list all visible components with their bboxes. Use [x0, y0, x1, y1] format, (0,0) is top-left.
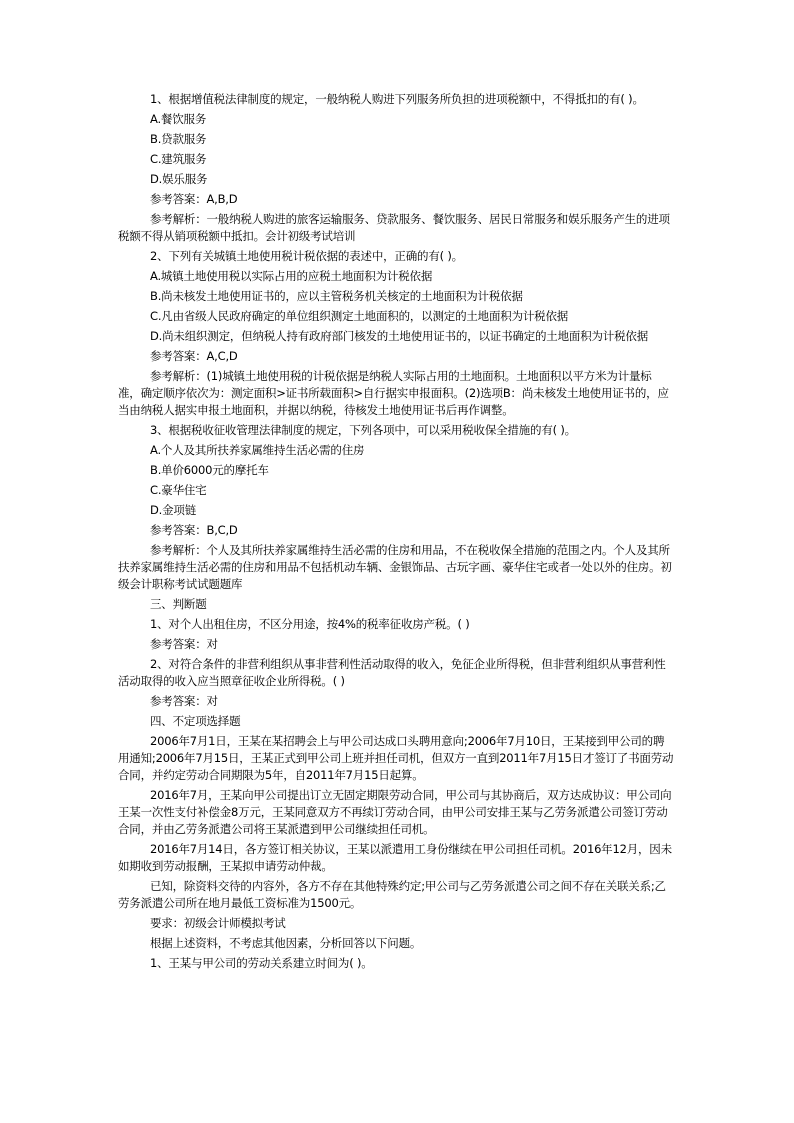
document-body — [118, 91, 674, 975]
option-a: A.餐饮服务 — [150, 112, 207, 126]
explanation: 参考解析：一般纳税人购进的旅客运输服务、贷款服务、餐饮服务、居民日常服务和娱乐服务产生的进项税额不得从销项税额中抵扣。会计初级考试培训 — [118, 212, 670, 243]
answer: 参考答案：对 — [150, 637, 218, 651]
answer: 参考答案：B,C,D — [150, 523, 238, 537]
answer: 参考答案：A,B,D — [150, 192, 238, 206]
option-c: C.建筑服务 — [150, 152, 207, 166]
answer: 参考答案：对 — [150, 694, 218, 708]
section-heading: 三、判断题 — [150, 597, 207, 611]
option-a: A.个人及其所扶养家属维持生活必需的住房 — [150, 443, 365, 457]
explanation: 参考解析：个人及其所扶养家属维持生活必需的住房和用品，不在税收保全措施的范围之内。个人及其所扶养家属维持生活必需的住房和用品不包括机动车辆、金银饰品、古玩字画、豪华住宅或者一处以外的住房。初级会计职称考试试题题库 — [118, 543, 672, 591]
option-b: B.贷款服务 — [150, 132, 207, 146]
judgment-question-2: 2、对符合条件的非营利组织从事非营利性活动取得的收入，免征企业所得税，但非营利组织从事营利性活动取得的收入应当照章征收企业所得税。( ) — [118, 657, 666, 688]
section-heading: 四、不定项选择题 — [150, 714, 241, 728]
option-d: D.尚未组织测定，但纳税人持有政府部门核发的土地使用证书的，以证书确定的土地面积为计税依据 — [150, 329, 649, 343]
option-b: B.单价6000元的摩托车 — [150, 463, 269, 477]
question-2: 2、下列有关城镇土地使用税计税依据的表述中，正确的有( )。 — [150, 249, 463, 263]
judgment-question-1: 1、对个人出租住房，不区分用途，按4%的税率征收房产税。( ) — [150, 617, 470, 631]
instruction: 根据上述资料，不考虑其他因素，分析回答以下问题。 — [150, 936, 422, 950]
option-a: A.城镇土地使用税以实际占用的应税土地面积为计税依据 — [150, 269, 433, 283]
case-paragraph: 2016年7月，王某向甲公司提出订立无固定期限劳动合同，甲公司与其协商后，双方达成协议：甲公司向王某一次性支付补偿金8万元，王某同意双方不再续订劳动合同，由甲公司安排王某与乙劳务派遣公司签订劳动合同，并由乙劳务派遣公司将王某派遣到甲公司继续担任司机。 — [118, 788, 672, 836]
option-c: C.凡由省级人民政府确定的单位组织测定土地面积的，以测定的土地面积为计税依据 — [150, 309, 569, 323]
option-c: C.豪华住宅 — [150, 483, 207, 497]
case-paragraph: 2006年7月1日，王某在某招聘会上与甲公司达成口头聘用意向;2006年7月10日，王某接到甲公司的聘用通知;2006年7月15日，王某正式到甲公司上班并担任司机，但双方一直到2011年7月15日才签订了书面劳动合同，并约定劳动合同期限为5年，自2011年7月15日起算。 — [118, 734, 674, 782]
option-d: D.娱乐服务 — [150, 172, 208, 186]
requirement-label: 要求：初级会计师模拟考试 — [150, 916, 286, 930]
question-3: 3、根据税收征收管理法律制度的规定，下列各项中，可以采用税收保全措施的有( )。 — [150, 423, 576, 437]
question-1: 1、根据增值税法律制度的规定，一般纳税人购进下列服务所负担的进项税额中，不得抵扣的有( )。 — [150, 92, 644, 106]
case-paragraph: 已知，除资料交待的内容外，各方不存在其他特殊约定;甲公司与乙劳务派遣公司之间不存在关联关系;乙劳务派遣公司所在地月最低工资标准为1500元。 — [118, 879, 666, 910]
explanation: 参考解析：(1)城镇土地使用税的计税依据是纳税人实际占用的土地面积。土地面积以平方米为计量标准，确定顺序依次为：测定面积>证书所载面积>自行据实申报面积。(2)选项B：尚未核发土地使用证书的，应当由纳税人据实申报土地面积，并据以纳税，待核发土地使用证书后再作调整。 — [118, 369, 669, 417]
case-question-1: 1、王某与甲公司的劳动关系建立时间为( )。 — [150, 956, 373, 970]
option-b: B.尚未核发土地使用证书的，应以主管税务机关核定的土地面积为计税依据 — [150, 289, 523, 303]
option-d: D.金项链 — [150, 503, 197, 517]
answer: 参考答案：A,C,D — [150, 349, 238, 363]
case-paragraph: 2016年7月14日，各方签订相关协议，王某以派遣用工身份继续在甲公司担任司机。2016年12月，因未如期收到劳动报酬，王某拟申请劳动仲裁。 — [118, 842, 672, 873]
